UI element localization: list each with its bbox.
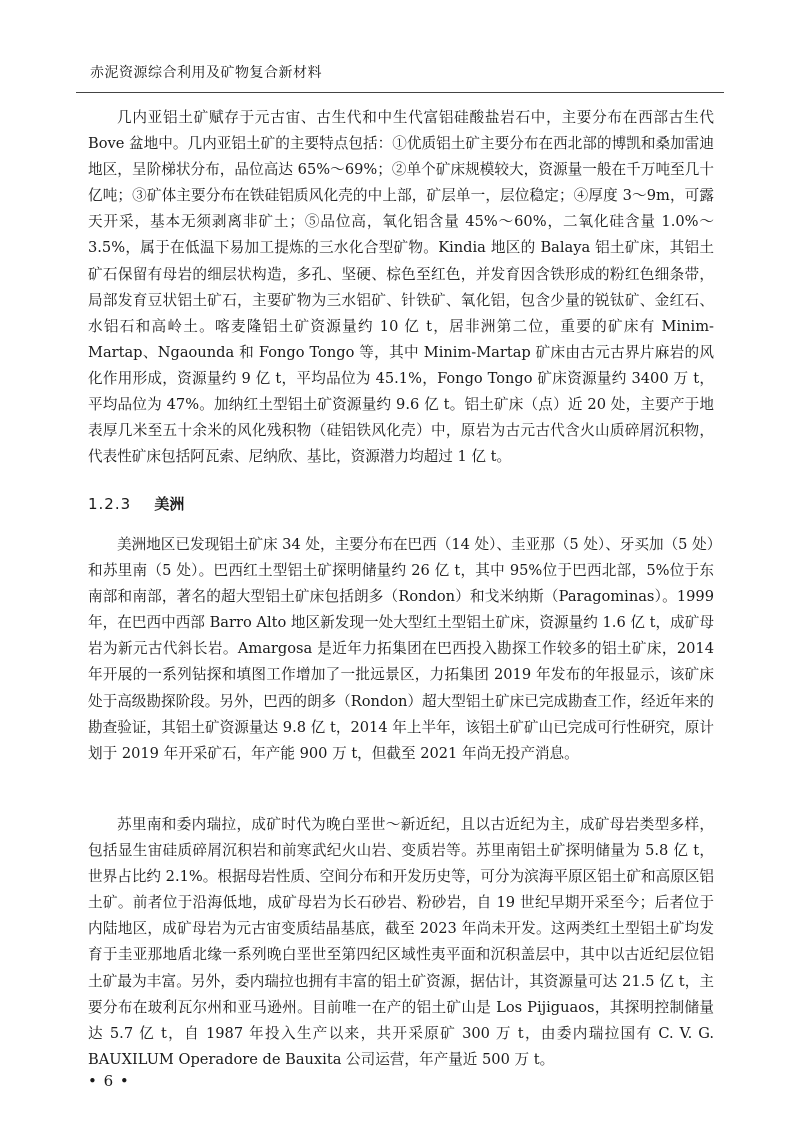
running-header: 赤泥资源综合利用及矿物复合新材料 — [90, 65, 322, 81]
section-title: 美洲 — [154, 495, 185, 513]
page-number: • 6 • — [88, 1072, 130, 1090]
header-rule — [76, 92, 724, 93]
section-number: 1.2.3 — [88, 495, 132, 513]
paragraph-americas-1: 美洲地区已发现铝土矿床 34 处，主要分布在巴西（14 处）、圭亚那（5 处）、牙买加（5 处）和苏里南（5 处）。巴西红土型铝土矿探明储量约 26 亿 t，其中 95%位于巴西北部，5%位于东南部和南部，著名的超大型铝土矿床包括朗多（Rondon）和戈米纳斯（Paragominas）。1999 年，在巴西中西部 Barro Alto 地区新发现一处大型红土型铝土矿床，资源量约 1.6 亿 t，成矿母岩为新元古代斜长岩。Amargosa 是近年力拓集团在巴西投入勘探工作较多的铝土矿床，2014 年开展的一系列钻探和填图工作增加了一批远景区，力拓集团 2019 年发布的年报显示，该矿床处于高级勘探阶段。另外，巴西的朗多（Rondon）超大型铝土矿床已完成勘查工作，经近年来的勘查验证，其铝土矿资源量达 9.8 亿 t，2014 年上半年，该铝土矿矿山已完成可行性研究，原计划于 2019 年开采矿石，年产能 900 万 t，但截至 2021 年尚无投产消息。 — [88, 536, 714, 762]
paragraph-americas-2: 苏里南和委内瑞拉，成矿时代为晚白垩世～新近纪，且以古近纪为主，成矿母岩类型多样，包括显生宙硅质碎屑沉积岩和前寒武纪火山岩、变质岩等。苏里南铝土矿探明储量为 5.8 亿 t，世界占比约 2.1%。根据母岩性质、空间分布和开发历史等，可分为滨海平原区铝土矿和高原区铝土矿。前者位于沿海低地，成矿母岩为长石砂岩、粉砂岩，自 19 世纪早期开采至今；后者位于内陆地区，成矿母岩为元古宙变质结晶基底，截至 2023 年尚未开发。这两类红土型铝土矿均发育于圭亚那地盾北缘一系列晚白垩世至第四纪区域性夷平面和沉积盖层中，其中以古近纪层位铝土矿最为丰富。另外，委内瑞拉也拥有丰富的铝土矿资源，据估计，其资源量可达 21.5 亿 t，主要分布在玻利瓦尔州和亚马逊州。目前唯一在产的铝土矿山是 Los Pijiguaos，其探明控制储量达 5.7 亿 t，自 1987 年投入生产以来，共开采原矿 300 万 t，由委内瑞拉国有 C. V. G. BAUXILUM Operadore de Bauxita 公司运营，年产量近 500 万 t。 — [88, 816, 714, 1068]
section-heading — [88, 492, 184, 516]
paragraph-guinea: 几内亚铝土矿赋存于元古宙、古生代和中生代富铝硅酸盐岩石中，主要分布在西部古生代 Bove 盆地中。几内亚铝土矿的主要特点包括：①优质铝土矿主要分布在西北部的博凯和桑加雷迪地区，呈阶梯状分布，品位高达 65%～69%；②单个矿床规模较大，资源量一般在千万吨至几十亿吨；③矿体主要分布在铁硅铝质风化壳的中上部，矿层单一，层位稳定；④厚度 3～9m，可露天开采，基本无须剥离非矿土；⑤品位高，氧化铝含量 45%～60%，二氧化硅含量 1.0%～3.5%，属于在低温下易加工提炼的三水化合型矿物。Kindia 地区的 Balaya 铝土矿床，其铝土矿石保留有母岩的细层状构造，多孔、坚硬、棕色至红色，并发育因含铁形成的粉红色细条带，局部发育豆状铝土矿石，主要矿物为三水铝矿、针铁矿、氧化铝，包含少量的锐钛矿、金红石、水铝石和高岭土。喀麦隆铝土矿资源量约 10 亿 t，居非洲第二位，重要的矿床有 Minim-Martap、Ngaounda 和 Fongo Tongo 等，其中 Minim-Martap 矿床由古元古界片麻岩的风化作用形成，资源量约 9 亿 t，平均品位为 45.1%，Fongo Tongo 矿床资源量约 3400 万 t，平均品位为 47%。加纳红土型铝土矿资源量约 9.6 亿 t。铝土矿床（点）近 20 处，主要产于地表厚几米至五十余米的风化残积物（硅铝铁风化壳）中，原岩为古元古代含火山质碎屑沉积物，代表性矿床包括阿瓦索、尼纳欣、基比，资源潜力均超过 1 亿 t。 — [88, 109, 714, 466]
